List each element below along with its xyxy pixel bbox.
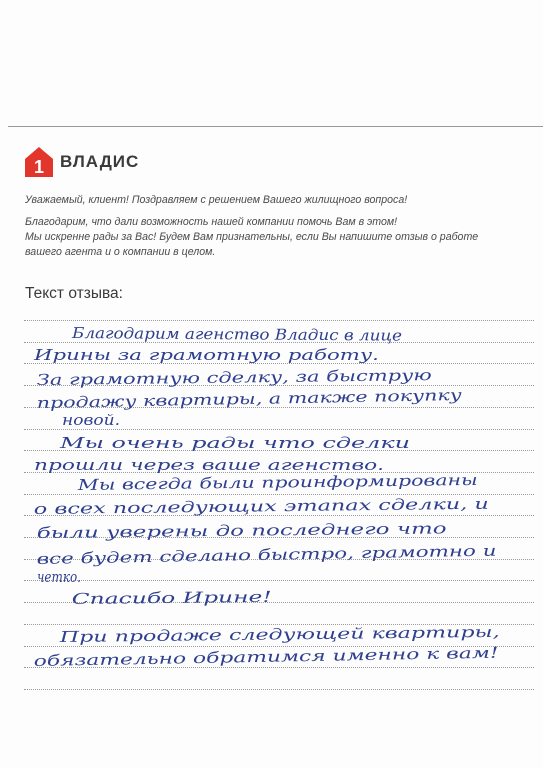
handwritten-line: продажу квартиры, а также покупку xyxy=(36,385,462,412)
brand-name: ВЛАДИС xyxy=(60,152,140,171)
request-line: Мы искренне рады за Вас! Будем Вам признательны, если Вы напишите отзыв о работе xyxy=(25,231,479,243)
handwritten-line: прошли через ваше агенство. xyxy=(34,456,385,474)
handwritten-line: все будет сделано быстро, грамотно и xyxy=(36,541,497,568)
handwritten-line: были уверены до последнего что xyxy=(36,519,447,542)
handwritten-line: Мы очень рады что сделки xyxy=(60,434,411,452)
handwritten-line: Спасибо Ирине! xyxy=(71,587,273,608)
handwritten-line: При продаже следующей квартиры, xyxy=(59,622,500,646)
thanks-line: Благодарим, что дали возможность нашей компании помочь Вам в этом! xyxy=(25,216,398,228)
review-section-title: Текст отзыва: xyxy=(25,285,123,302)
handwritten-line: о всех последующих этапах сделки, и xyxy=(33,494,490,518)
handwritten-line: Ирины за грамотную работу. xyxy=(34,346,379,364)
handwritten-line: Благодарим агенство Владис в лице xyxy=(72,324,403,345)
handwritten-line: новой. xyxy=(62,411,121,429)
logo-number: 1 xyxy=(33,157,45,177)
request-line-continued: вашего агента и о компании в целом. xyxy=(25,246,216,258)
handwritten-line: четко. xyxy=(37,568,81,586)
handwritten-line: Мы всегда были проинформированы xyxy=(77,470,478,494)
handwritten-line: За грамотную сделку, за быструю xyxy=(36,366,432,389)
greeting-line: Уважаемый, клиент! Поздравляем с решением Вашего жилищного вопроса! xyxy=(25,194,408,206)
handwritten-line: обязательно обратимся именно к вам! xyxy=(33,643,499,670)
